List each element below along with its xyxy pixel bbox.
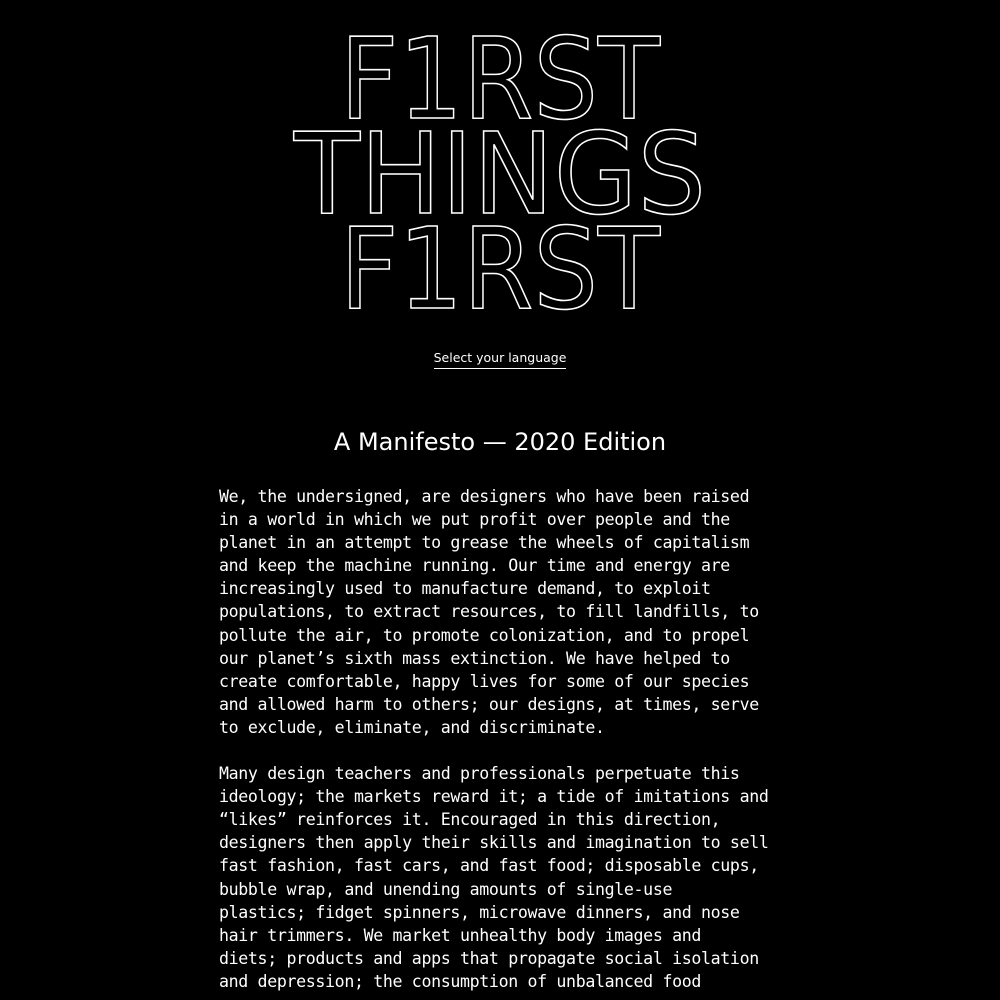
paragraph-line: populations, to extract resources, to fill landfills, to bbox=[219, 602, 759, 622]
paragraph-line: plastics; fidget spinners, microwave dinners, and nose bbox=[219, 902, 740, 922]
paragraph-line: to exclude, eliminate, and discriminate. bbox=[219, 717, 605, 737]
paragraph-line: designers then apply their skills and imagination to sell bbox=[219, 833, 769, 853]
paragraph-line: increasingly used to manufacture demand, to exploit bbox=[219, 579, 711, 599]
logo-line-3: F1RST bbox=[340, 205, 661, 330]
paragraph-line: and keep the machine running. Our time and energy are bbox=[219, 556, 730, 576]
paragraph-line: “likes” reinforces it. Encouraged in this direction, bbox=[219, 810, 721, 830]
paragraph-line: We, the undersigned, are designers who have been raised bbox=[219, 487, 750, 506]
paragraph-line: Many design teachers and professionals perpetuate this bbox=[219, 764, 740, 784]
paragraph-line: create comfortable, happy lives for some of our species bbox=[219, 671, 750, 691]
paragraph-line: diets; products and apps that propagate social isolation bbox=[219, 948, 759, 968]
logo-line-1: F1RST bbox=[340, 15, 661, 145]
language-selector bbox=[0, 350, 1000, 369]
logo-line-2: THINGS bbox=[293, 110, 706, 240]
paragraph-line: and allowed harm to others; our designs, at times, serve bbox=[219, 694, 759, 714]
manifesto-paragraph bbox=[219, 485, 779, 739]
paragraph-line: pollute the air, to promote colonization, and to propel bbox=[219, 625, 750, 645]
manifesto-paragraph bbox=[219, 762, 779, 993]
paragraph-line: in a world in which we put profit over people and the bbox=[219, 510, 730, 530]
paragraph-line: our planet’s sixth mass extinction. We have helped to bbox=[219, 648, 730, 668]
select-language-link[interactable]: Select your language bbox=[434, 350, 567, 369]
paragraph-line: bubble wrap, and unending amounts of single-use bbox=[219, 879, 673, 899]
paragraph-line: fast fashion, fast cars, and fast food; disposable cups, bbox=[219, 856, 759, 876]
paragraph-line: planet in an attempt to grease the wheels of capitalism bbox=[219, 533, 750, 553]
manifesto-body bbox=[219, 485, 779, 1000]
paragraph-line: ideology; the markets reward it; a tide of imitations and bbox=[219, 787, 769, 807]
manifesto-heading: A Manifesto — 2020 Edition bbox=[333, 428, 667, 456]
paragraph-line: hair trimmers. We market unhealthy body images and bbox=[219, 925, 702, 945]
f1rst-things-f1rst-logo[interactable] bbox=[0, 0, 1000, 330]
paragraph-line: and depression; the consumption of unbalanced food bbox=[219, 971, 702, 991]
